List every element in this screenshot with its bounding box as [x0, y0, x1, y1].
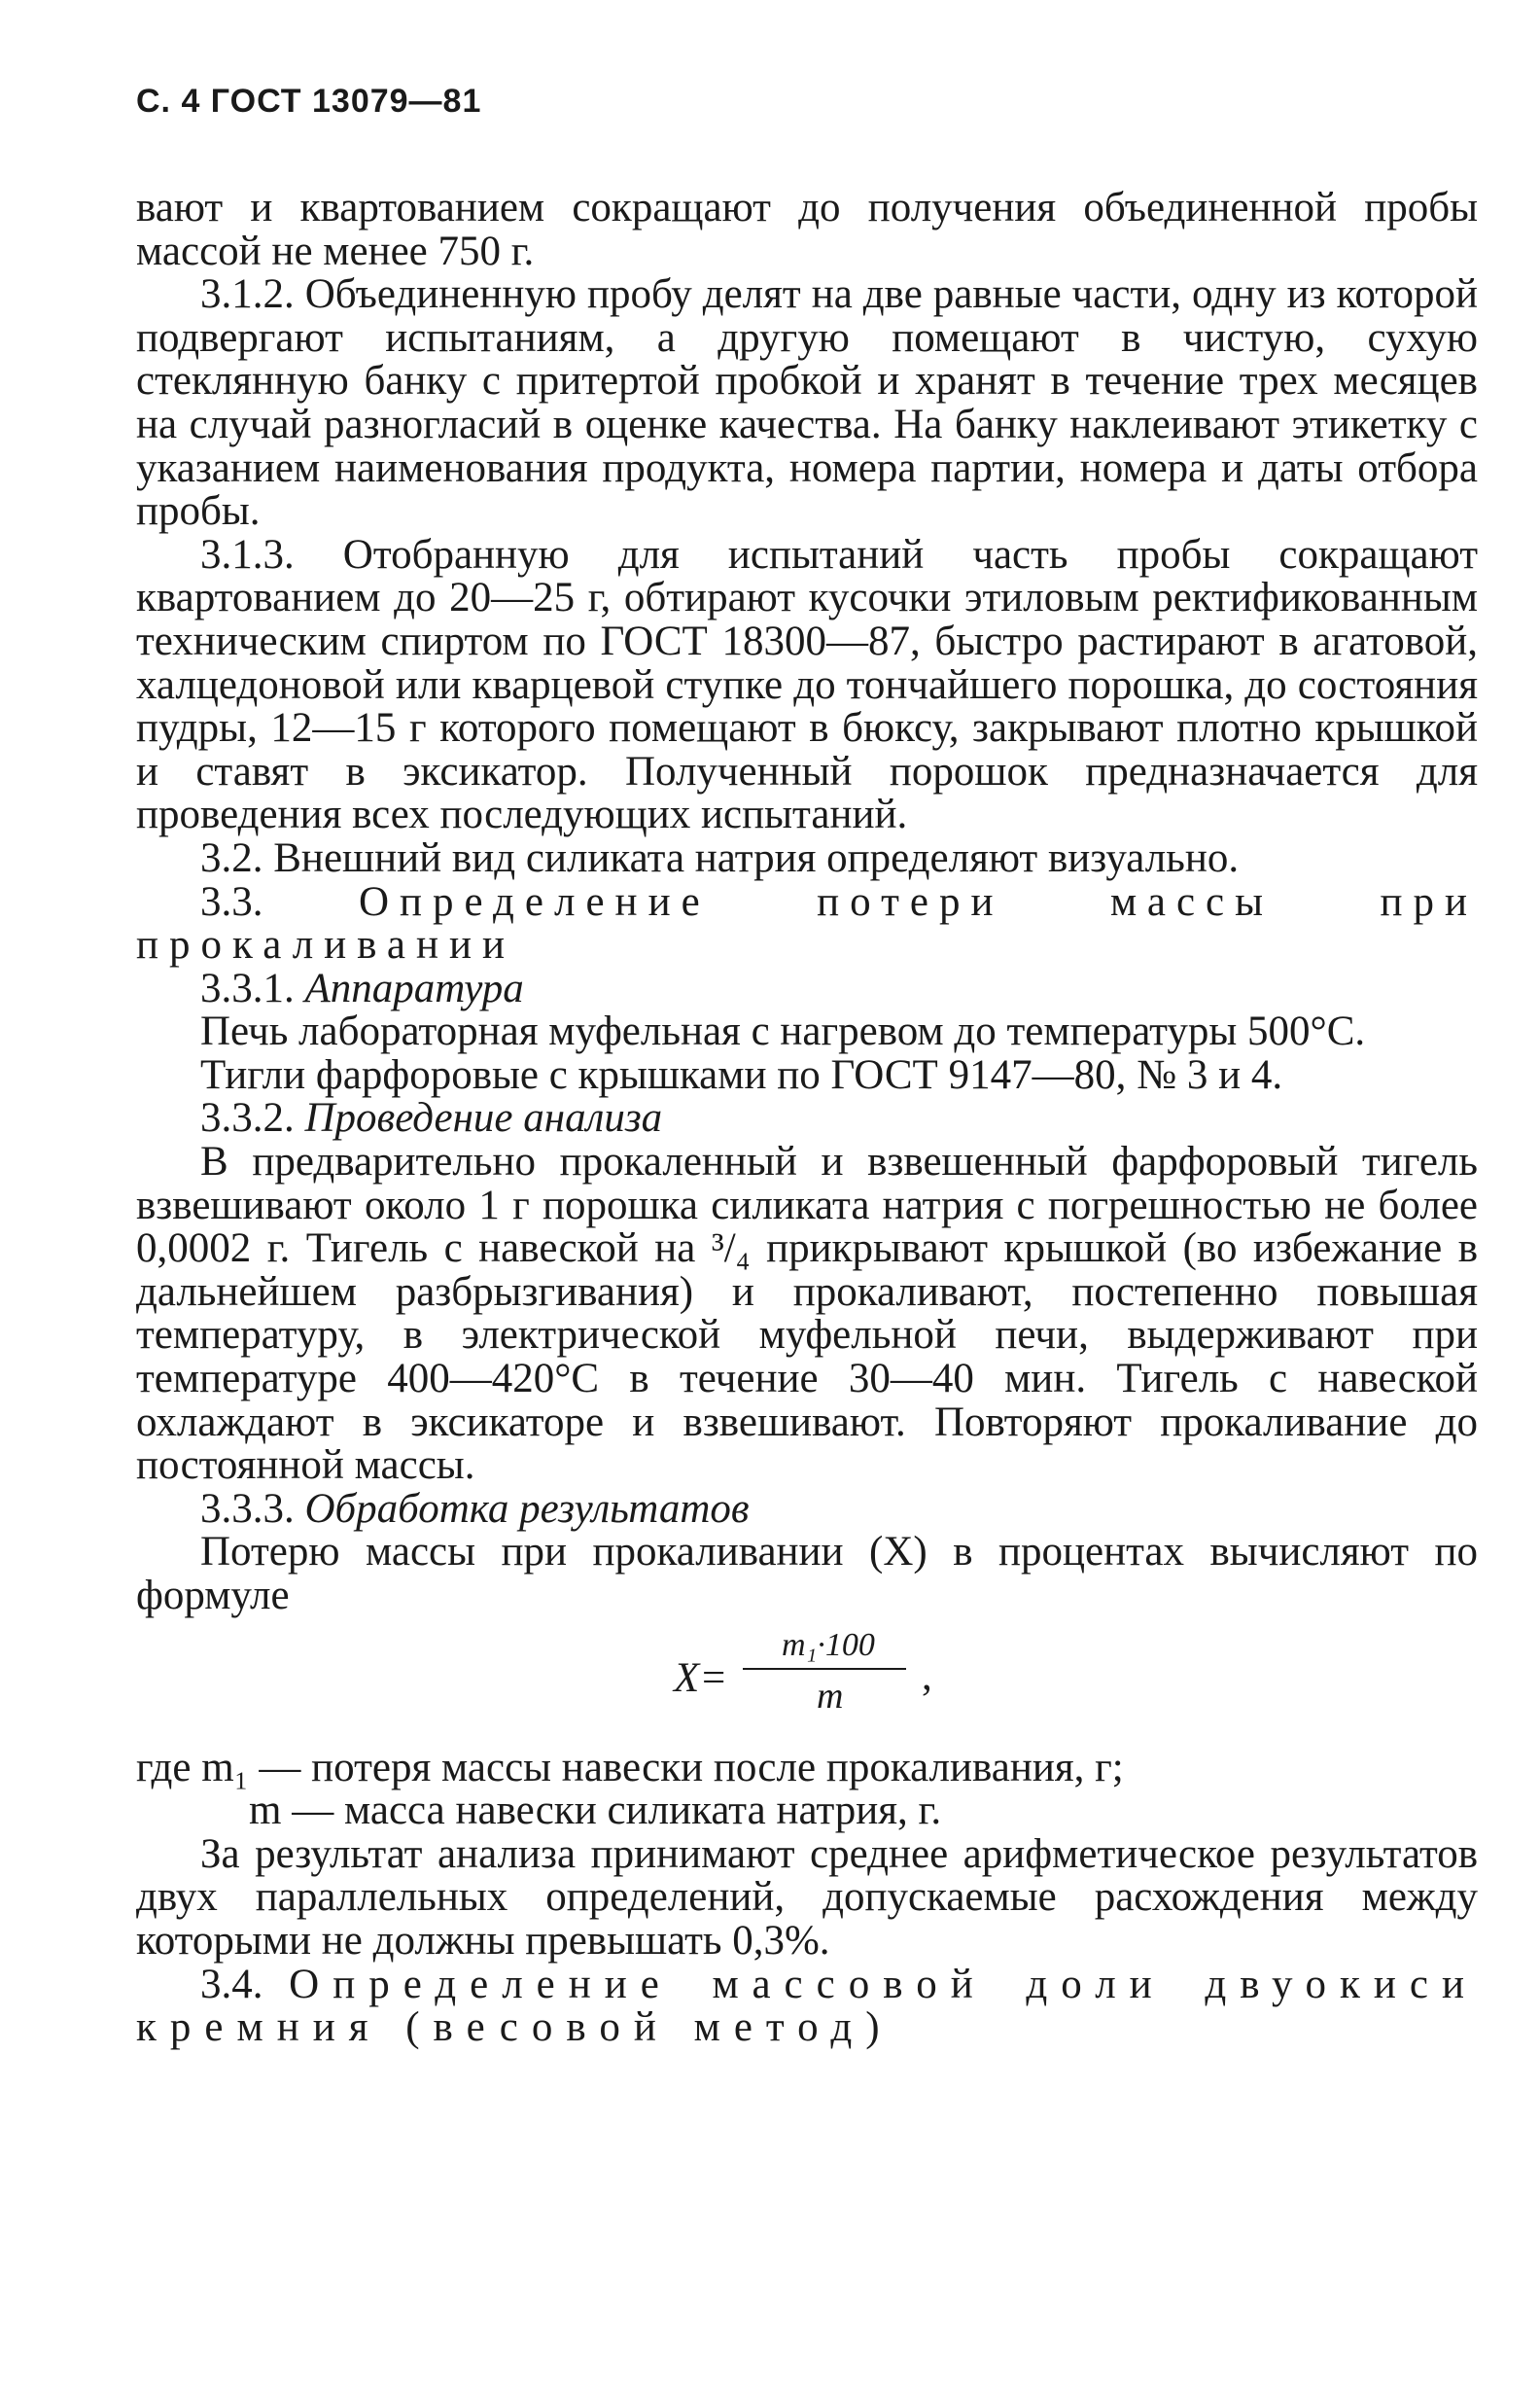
section-number: 3.3. [200, 878, 263, 925]
formula [136, 1618, 1478, 1739]
section-title: Определение потери массы при прокаливании [136, 878, 1478, 969]
formula-numerator: m₁·100 [782, 1626, 875, 1663]
formula-comma: , [922, 1652, 932, 1699]
subsection-number: 3.3.2. [200, 1095, 295, 1142]
paragraph-formula-intro: Потерю массы при прокаливании (X) в процентах вычисляют по формуле [136, 1529, 1478, 1618]
subsection-title: Проведение анализа [304, 1095, 663, 1142]
fraction-bar [743, 1668, 906, 1670]
paragraph-analysis: В предварительно прокаленный и взвешенный фарфоровый тигель взвешивают около 1 г порошка силиката натрия с погрешностью не более 0,0002 г. Тигель с навеской на ³/₄ прикрывают крышкой (во избежание в дальнейшем разбрызгивания) и прокаливают, постепенно повышая температуру, в электрической муфельной печи, выдерживают при температуре 400—420°С в течение 30—40 мин. Тигель с навеской охлаждают в эксикаторе и взвешивают. Повторяют прокаливание до постоянной массы. [136, 1139, 1478, 1489]
paragraph-continuation: вают и квартованием сокращают до получения объединенной пробы массой не менее 750 г. [136, 185, 1478, 274]
section-number: 3.4. [200, 1961, 263, 2007]
paragraph-result: За результат анализа принимают среднее арифметическое результатов двух параллельных определений, допускаемые расхождения между которыми не должны превышать 0,3%. [136, 1830, 1478, 1964]
page-header: С. 4 ГОСТ 13079—81 [136, 83, 482, 120]
subsection-number: 3.3.3. [200, 1485, 295, 1532]
document-page [136, 82, 1478, 2050]
subsection-number: 3.3.1. [200, 965, 295, 1011]
where-line-2: m — масса навески силиката натрия, г. [249, 1788, 942, 1834]
section-3-4-heading [136, 1961, 1478, 2051]
formula-lhs: X= [674, 1654, 728, 1701]
paragraph-furnace: Печь лабораторная муфельная с нагревом до температуры 500°С. [200, 1009, 1366, 1055]
section-3-3-heading [136, 878, 1478, 969]
subsection-3-3-3-heading [136, 1485, 1478, 1532]
section-title: Определение массовой доли двуокиси кремния (весовой метод) [136, 1961, 1478, 2051]
paragraph-crucibles: Тигли фарфоровые с крышками по ГОСТ 9147—80, № 3 и 4. [200, 1051, 1283, 1098]
paragraph-3-1-3: 3.1.3. Отобранную для испытаний часть пробы сокращают квартованием до 20—25 г, обтирают кусочки этиловым ректификованным техническим спиртом по ГОСТ 18300—87, быстро растирают в агатовой, халцедоновой или кварцевой ступке до тончайшего порошка, до состояния пудры, 12—15 г которого помещают в бюксу, закрывают плотно крышкой и ставят в эксикатор. Полученный порошок предназначается для проведения всех последующих испытаний. [136, 531, 1478, 838]
paragraph-3-2: 3.2. Внешний вид силиката натрия определяют визуально. [200, 834, 1240, 881]
subsection-3-3-1-heading [136, 965, 1478, 1011]
subsection-title: Обработка результатов [304, 1485, 750, 1532]
subsection-title: Аппаратура [304, 965, 524, 1011]
formula-denominator: m [817, 1675, 844, 1717]
paragraph-3-1-2: 3.1.2. Объединенную пробу делят на две равные части, одну из которой подвергают испытаниям, а другую помещают в чистую, сухую стеклянную банку с притертой пробкой и хранят в течение трех месяцев на случай разногласий в оценке качества. На банку наклеивают этикетку с указанием наименования продукта, номера партии, номера и даты отбора пробы. [136, 271, 1478, 535]
where-line-1: где m₁ — потеря массы навески после прокаливания, г; [136, 1744, 1124, 1790]
subsection-3-3-2-heading [136, 1097, 1478, 1141]
